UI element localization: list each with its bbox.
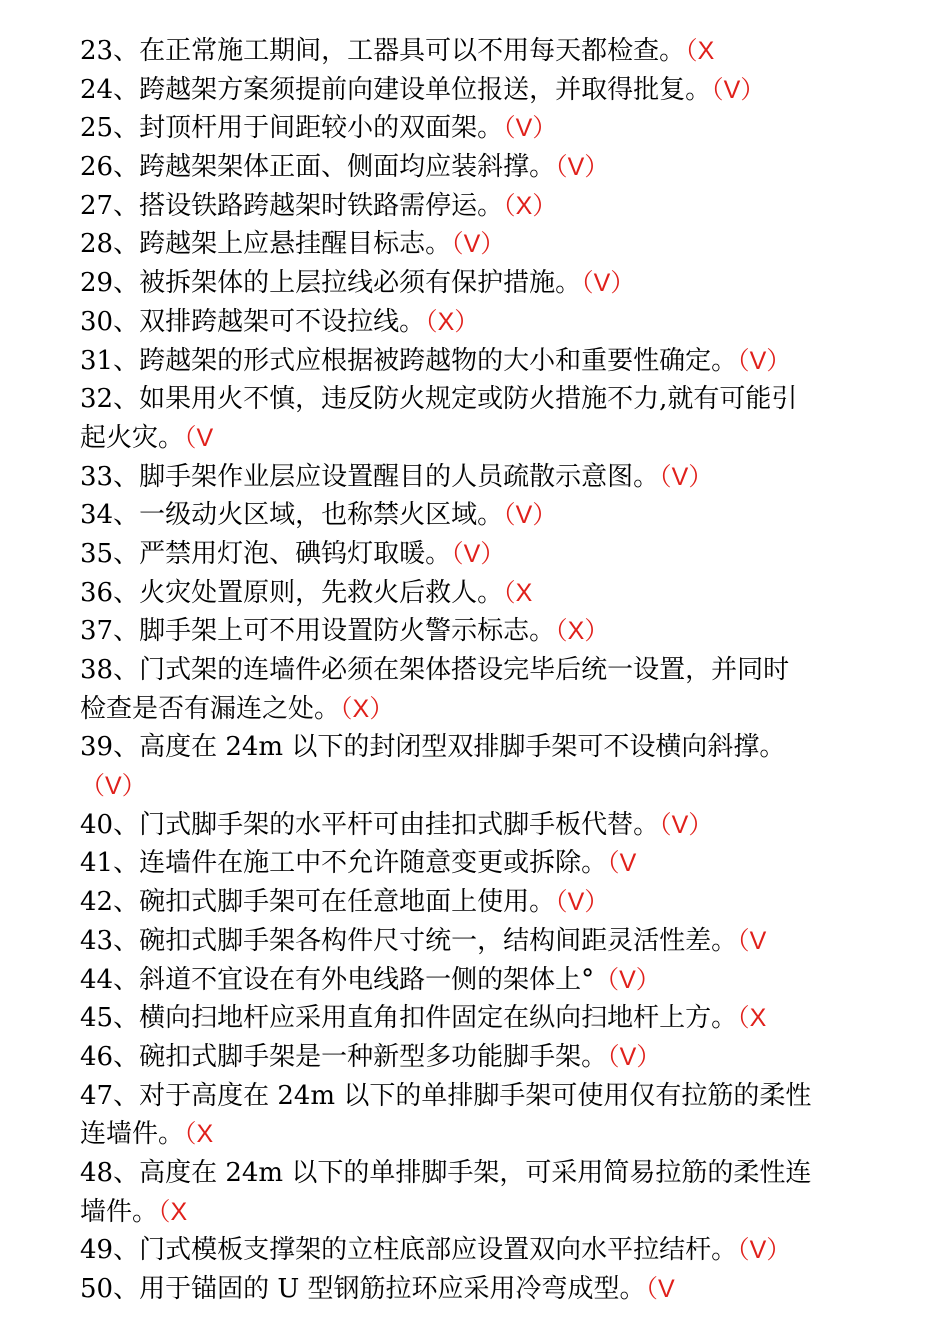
answer-mark: （V xyxy=(737,926,767,955)
question-text: 44、斜道不宜设在有外电线路一侧的架体上° xyxy=(80,964,595,995)
text-line xyxy=(80,458,870,497)
answer-mark: （X xyxy=(737,1004,767,1033)
question-text: 35、严禁用灯泡、碘钨灯取暖。 xyxy=(80,538,452,569)
question-text: 45、横向扫地杆应采用直角扣件固定在纵向扫地杆上方。 xyxy=(80,1003,738,1034)
answer-mark: （V） xyxy=(659,462,714,491)
question-text: 50、用于锚固的 U 型钢筋拉环应采用冷弯成型。 xyxy=(80,1274,646,1304)
text-line xyxy=(80,1077,870,1116)
question-text: 38、门式架的连墙件必须在架体搭设完毕后统一设置，并同时 xyxy=(80,655,790,685)
answer-mark: （V） xyxy=(581,269,636,298)
question-text: 43、碗扣式脚手架各构件尺寸统一，结构间距灵活性差。 xyxy=(80,925,738,956)
text-line xyxy=(80,574,870,613)
text-line xyxy=(80,883,870,922)
question-text: 40、门式脚手架的水平杆可由挂扣式脚手板代替。 xyxy=(80,809,660,840)
answer-mark: （V） xyxy=(659,810,714,839)
answer-mark: （V） xyxy=(503,501,558,530)
question-text: 32、如果用火不慎，违反防火规定或防火措施不力,就有可能引 xyxy=(80,384,798,415)
question-text: 墙件。 xyxy=(80,1196,159,1227)
question-text: 36、火灾处置原则，先救火后救人。 xyxy=(80,577,504,608)
text-line xyxy=(80,380,870,419)
text-line xyxy=(80,109,870,148)
question-text: 39、高度在 24m 以下的封闭型双排脚手架可不设横向斜撑。 xyxy=(80,732,786,763)
question-text: 46、碗扣式脚手架是一种新型多功能脚手架。 xyxy=(80,1041,608,1072)
answer-mark: （X） xyxy=(340,694,395,723)
question-text: 31、跨越架的形式应根据被跨越物的大小和重要性确定。 xyxy=(80,345,738,376)
answer-mark: （V） xyxy=(555,153,610,182)
answer-mark: （X xyxy=(184,1120,214,1149)
answer-mark: （V） xyxy=(737,346,792,375)
question-text: 连墙件。 xyxy=(80,1119,185,1150)
text-line xyxy=(80,612,870,651)
text-line xyxy=(80,187,870,226)
answer-mark: （V） xyxy=(607,1042,662,1071)
answer-mark: （V） xyxy=(80,772,147,801)
answer-mark: （V xyxy=(184,423,214,452)
answer-mark: （V xyxy=(645,1275,675,1303)
answer-mark: （X xyxy=(503,578,533,607)
answer-mark: （X） xyxy=(503,191,558,220)
text-line xyxy=(80,690,870,729)
text-line xyxy=(80,148,870,187)
question-text: 23、在正常施工期间，工器具可以不用每天都检查。 xyxy=(80,36,686,66)
question-text: 49、门式模板支撑架的立柱底部应设置双向水平拉结杆。 xyxy=(80,1235,738,1266)
text-line xyxy=(80,1270,870,1309)
answer-mark: （V） xyxy=(711,75,766,104)
question-text: 41、连墙件在施工中不允许随意变更或拆除。 xyxy=(80,848,608,879)
document-page xyxy=(80,32,870,1309)
answer-mark: （V） xyxy=(503,114,558,143)
answer-mark: （X xyxy=(158,1197,188,1226)
answer-mark: （V xyxy=(607,849,637,878)
answer-mark: （V） xyxy=(555,888,610,917)
text-line xyxy=(80,922,870,961)
question-text: 30、双排跨越架可不设拉线。 xyxy=(80,306,426,337)
text-line xyxy=(80,342,870,381)
text-line xyxy=(80,1231,870,1270)
question-text: 24、跨越架方案须提前向建设单位报送，并取得批复。 xyxy=(80,74,712,105)
text-line xyxy=(80,1193,870,1232)
text-line xyxy=(80,32,870,71)
answer-mark: （X xyxy=(685,37,715,65)
question-text: 检查是否有漏连之处。 xyxy=(80,693,341,724)
question-text: 34、一级动火区域，也称禁火区域。 xyxy=(80,500,504,531)
text-line xyxy=(80,1038,870,1077)
text-line xyxy=(80,961,870,1000)
text-line xyxy=(80,806,870,845)
question-text: 25、封顶杆用于间距较小的双面架。 xyxy=(80,113,504,144)
question-text: 37、脚手架上可不用设置防火警示标志。 xyxy=(80,616,556,647)
text-line xyxy=(80,844,870,883)
text-line xyxy=(80,71,870,110)
text-line xyxy=(80,728,870,767)
text-line xyxy=(80,999,870,1038)
text-line xyxy=(80,496,870,535)
question-text: 28、跨越架上应悬挂醒目标志。 xyxy=(80,229,452,260)
text-line xyxy=(80,1154,870,1193)
text-line xyxy=(80,1115,870,1154)
text-line xyxy=(80,535,870,574)
text-line xyxy=(80,264,870,303)
answer-mark: （V） xyxy=(737,1236,792,1265)
question-text: 26、跨越架架体正面、侧面均应装斜撑。 xyxy=(80,152,556,183)
answer-mark: （V） xyxy=(451,230,506,259)
text-line xyxy=(80,419,870,458)
question-text: 27、搭设铁路跨越架时铁路需停运。 xyxy=(80,190,504,221)
answer-mark: （V） xyxy=(594,965,661,994)
question-text: 33、脚手架作业层应设置醒目的人员疏散示意图。 xyxy=(80,461,660,492)
text-line xyxy=(80,303,870,342)
question-text: 起火灾。 xyxy=(80,422,185,453)
text-line xyxy=(80,767,870,806)
question-text: 47、对于高度在 24m 以下的单排脚手架可使用仅有拉筋的柔性 xyxy=(80,1080,812,1111)
answer-mark: （X） xyxy=(555,617,610,646)
question-text: 42、碗扣式脚手架可在任意地面上使用。 xyxy=(80,887,556,918)
text-line xyxy=(80,651,870,690)
question-text: 29、被拆架体的上层拉线必须有保护措施。 xyxy=(80,268,582,299)
question-text: 48、高度在 24m 以下的单排脚手架，可采用简易拉筋的柔性连 xyxy=(80,1157,812,1188)
answer-mark: （V） xyxy=(451,539,506,568)
answer-mark: （X） xyxy=(425,307,480,336)
text-line xyxy=(80,225,870,264)
